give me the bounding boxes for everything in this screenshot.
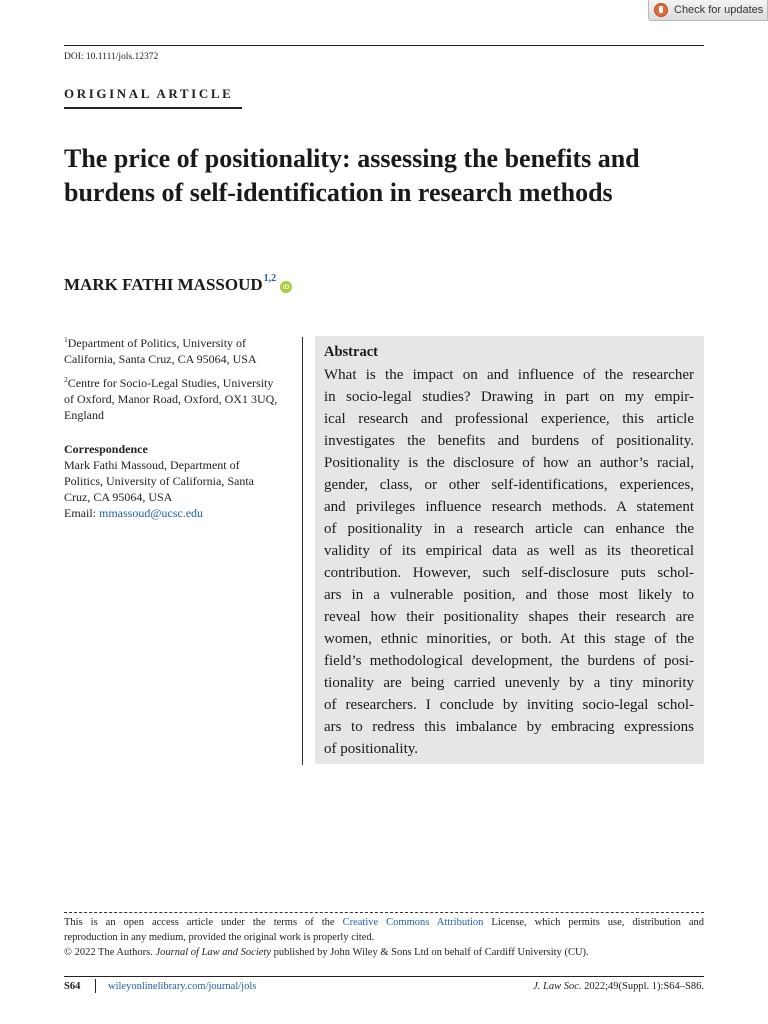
author-name: MARK FATHI MASSOUD <box>64 275 263 294</box>
abstract-line: What is the impact on and influence of the researcher <box>324 367 694 383</box>
abstract-line: reveal how their positionality shapes their research are <box>324 609 694 625</box>
affiliation-1 <box>64 332 279 367</box>
correspondence-email-line <box>64 505 279 521</box>
journal-url-link[interactable]: wileyonlinelibrary.com/journal/jols <box>108 981 257 992</box>
creative-commons-link[interactable]: Creative Commons Attribution <box>342 917 484 928</box>
footer-separator <box>95 979 96 993</box>
article-title: The price of positionality: assessing the benefits and burdens of self-identification in research methods <box>64 144 640 207</box>
journal-name: Journal of Law and Society <box>155 947 271 958</box>
abstract-heading: Abstract <box>324 344 378 360</box>
abstract-body <box>324 364 694 760</box>
page-footer <box>64 980 704 994</box>
abstract-line: of researchers. I conclude by inviting socio-legal schol- <box>324 697 694 713</box>
affiliations-column <box>64 332 279 521</box>
abstract-line: ars in a vulnerable position, and those most likely to <box>324 587 694 603</box>
license-notice <box>64 915 704 960</box>
license-text: License, which permits use, distribution and <box>483 917 704 928</box>
license-line-1 <box>64 915 704 930</box>
page-number: S64 <box>64 981 81 992</box>
abstract-line: ars to redress this imbalance by embracing expressions <box>324 719 694 735</box>
correspondence-heading: Correspondence <box>64 442 148 456</box>
copyright-line <box>64 945 704 960</box>
license-line-2: reproduction in any medium, provided the original work is properly cited. <box>64 932 375 943</box>
abstract-line: field’s methodological development, the burdens of posi- <box>324 653 694 669</box>
citation <box>533 981 704 992</box>
email-label: Email: <box>64 506 99 520</box>
email-link[interactable]: mmassoud@ucsc.edu <box>99 506 204 520</box>
footer-rule <box>64 976 704 977</box>
affiliation-number: 1 <box>64 335 68 344</box>
affiliation-number: 2 <box>64 375 68 384</box>
author-line <box>64 275 292 295</box>
abstract-line: investigates the benefits and burdens of positionality. <box>324 433 694 449</box>
citation-details: 2022;49(Suppl. 1):S64–S86. <box>581 981 704 992</box>
license-divider <box>64 912 704 913</box>
doi: DOI: 10.1111/jols.12372 <box>64 52 159 62</box>
top-rule <box>64 45 704 46</box>
license-text: This is an open access article under the terms of the <box>64 917 343 928</box>
check-for-updates-button[interactable] <box>648 0 768 21</box>
journal-abbrev: J. Law Soc. <box>533 981 582 992</box>
abstract-line: contribution. However, such self-disclosure puts schol- <box>324 565 694 581</box>
abstract-line: gender, class, or other self-identifications, experiences, <box>324 477 694 493</box>
abstract-line: in socio-legal studies? Drawing in part on my empir- <box>324 389 694 405</box>
crossmark-icon <box>654 3 668 17</box>
abstract-line: ical research and professional experience, this article <box>324 411 694 427</box>
correspondence-text: Mark Fathi Massoud, Department of Politics, University of California, Santa Cruz, CA 95064, USA <box>64 458 254 504</box>
abstract-line: of positionality. <box>324 741 419 757</box>
article-type: ORIGINAL ARTICLE <box>64 86 234 101</box>
copyright-text: © 2022 The Authors. <box>64 947 156 958</box>
copyright-text: published by John Wiley & Sons Ltd on behalf of Cardiff University (CU). <box>271 947 589 958</box>
article-type-underline <box>64 107 242 109</box>
abstract-line: validity of its empirical data as well as its theoretical <box>324 543 694 559</box>
abstract-line: Positionality is the disclosure of how an author’s racial, <box>324 455 694 471</box>
abstract-line: tionality are being carried unevenly by a tiny minority <box>324 675 694 691</box>
abstract-line: of positionality in a research article can enhance the <box>324 521 694 537</box>
affiliation-2 <box>64 372 279 423</box>
abstract-line: and privileges influence research methods. A statement <box>324 499 694 515</box>
affiliation-text: Centre for Socio-Legal Studies, University of Oxford, Manor Road, Oxford, OX1 3UQ, England <box>64 376 278 422</box>
column-divider <box>302 337 303 765</box>
abstract-line: women, ethnic minorities, or both. At this stage of the <box>324 631 694 647</box>
affiliation-text: Department of Politics, University of California, Santa Cruz, CA 95064, USA <box>64 336 257 366</box>
check-for-updates-label: Check for updates <box>674 4 764 16</box>
orcid-icon[interactable]: iD <box>280 281 292 293</box>
author-affiliation-marks[interactable]: 1,2 <box>263 273 277 284</box>
